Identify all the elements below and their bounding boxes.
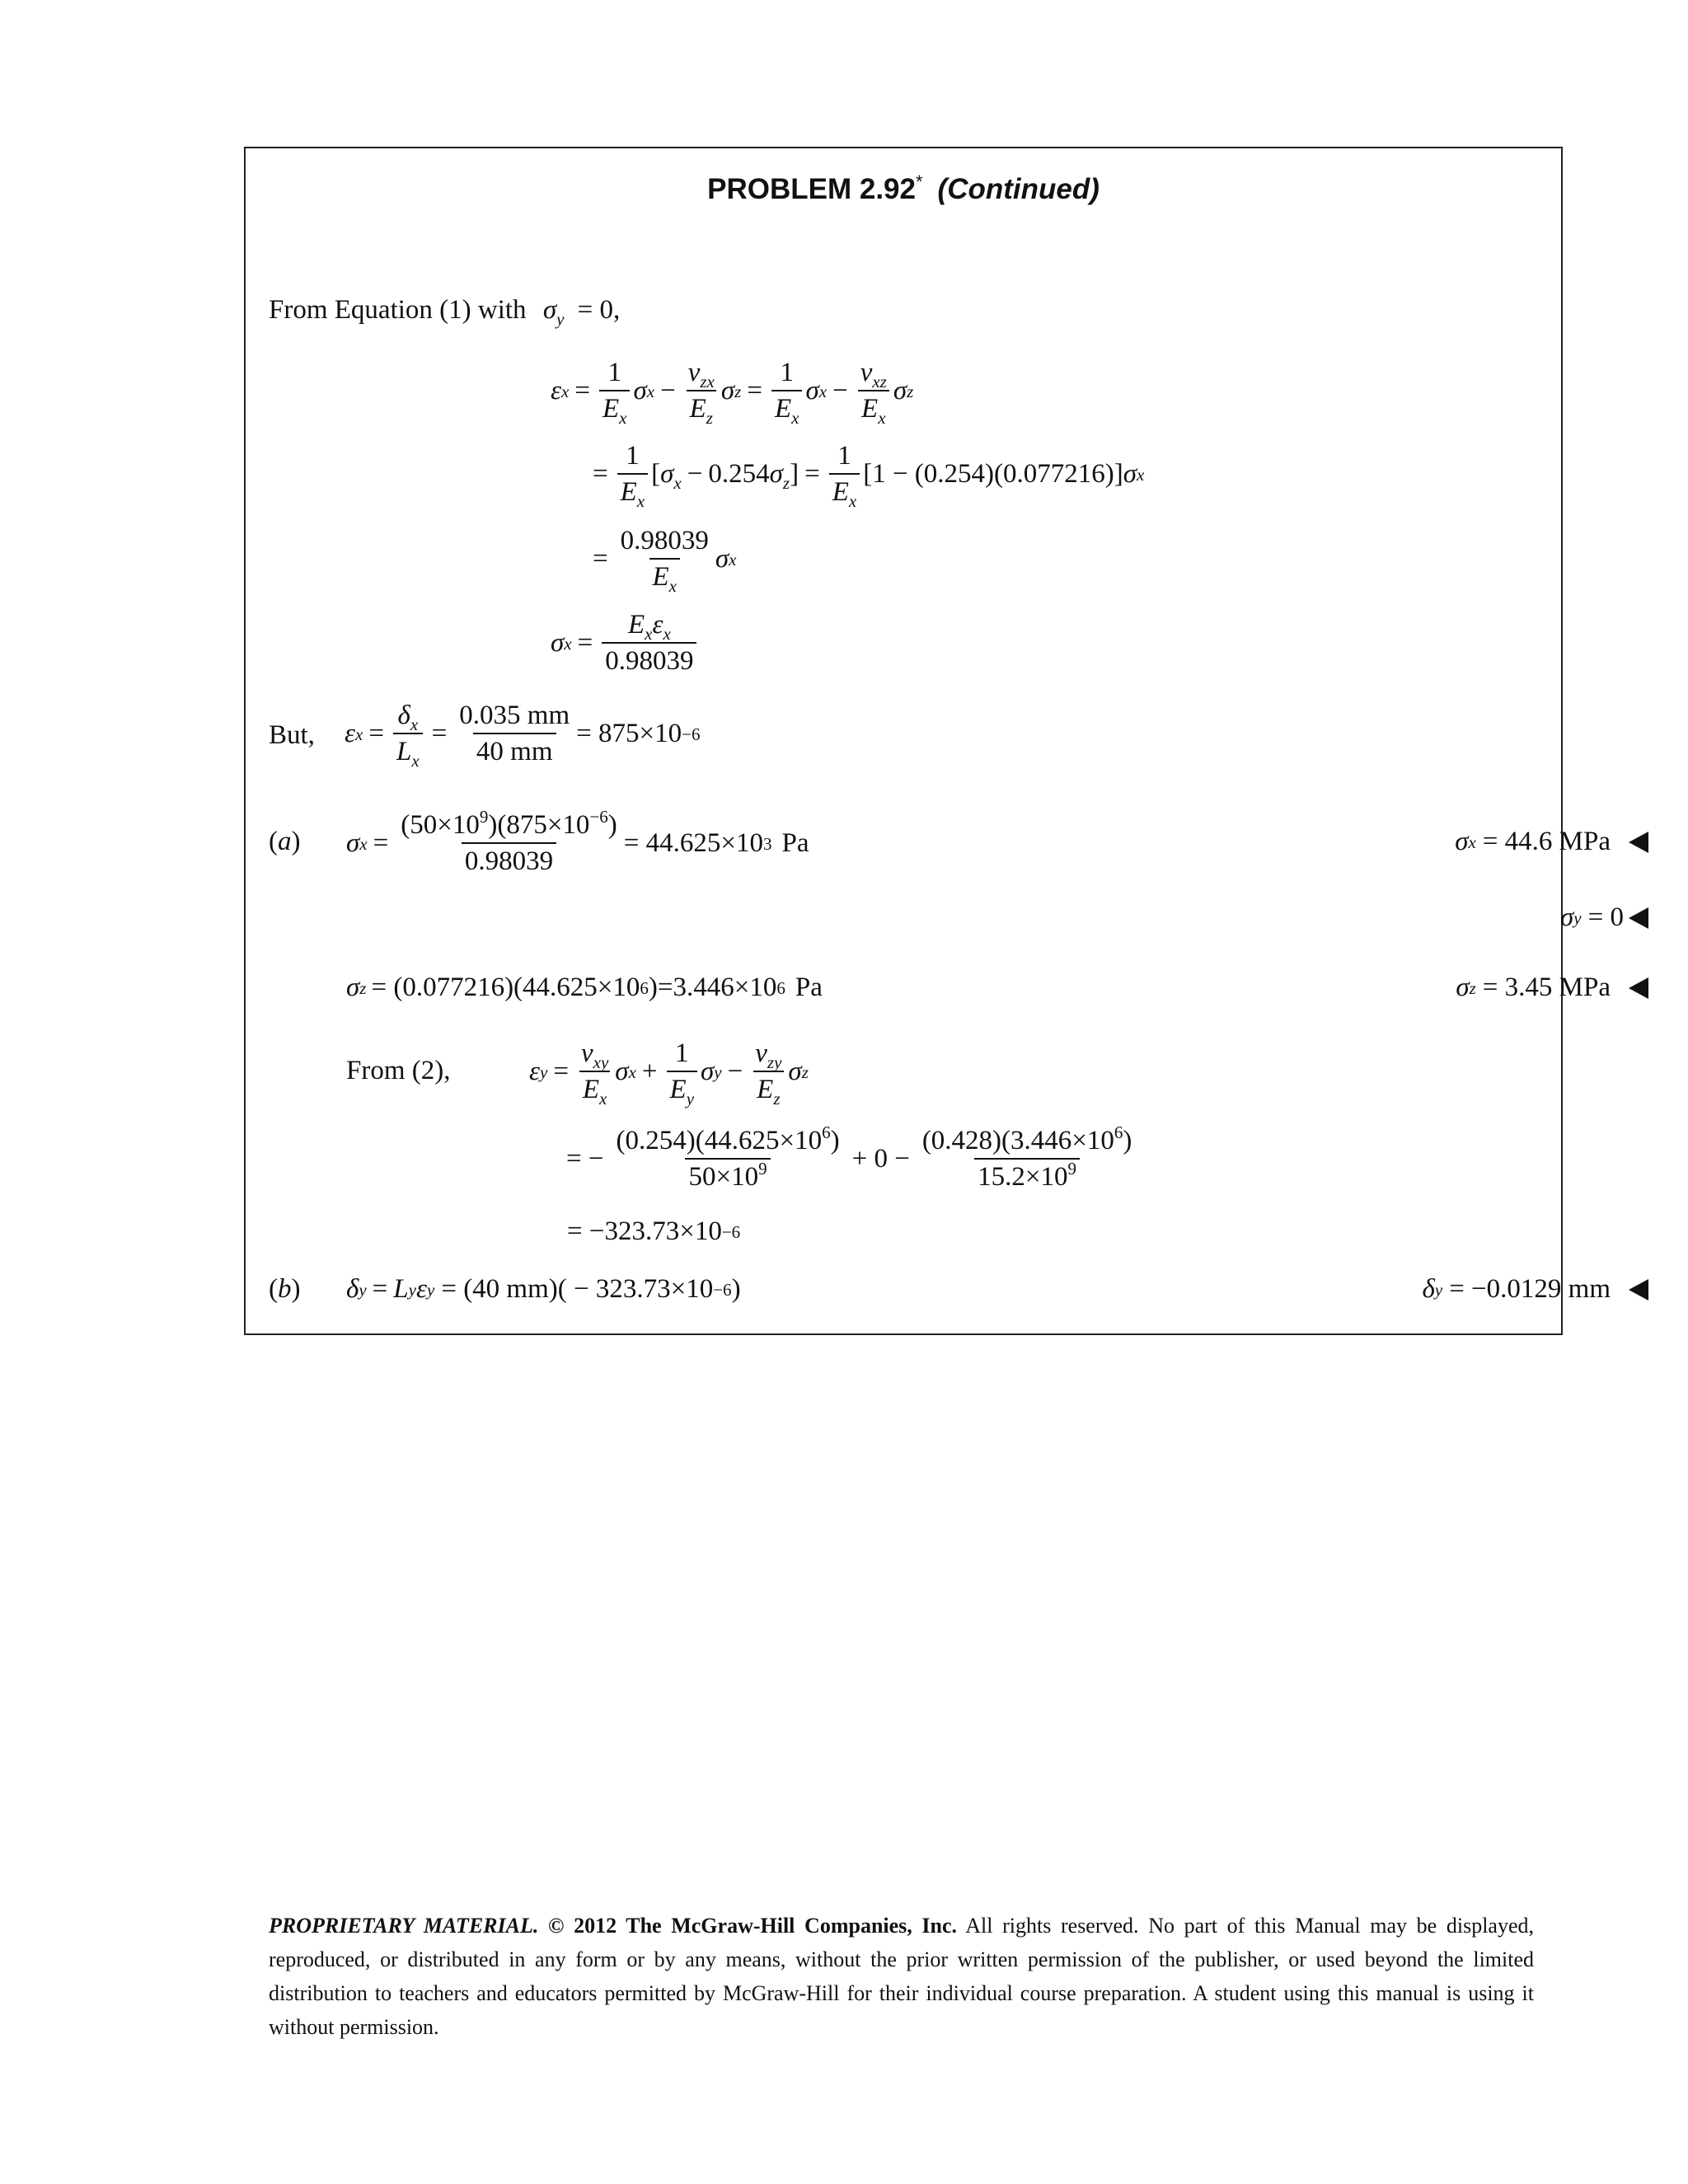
ey-den2-exp: 9 bbox=[1067, 1159, 1077, 1179]
answer-marker-icon bbox=[1629, 832, 1648, 853]
eq-epsilon-y: ε y = $\nu_{xy}$ $E_x$ σ x + $\frac{1}{E_y}$ σ y − $\nu_{zy}$ $E_z$ σ z bbox=[529, 1038, 809, 1108]
bracket-expression: [1 − (0.254)(0.077216)] bbox=[863, 459, 1123, 489]
rights-text: All rights reserved. No part of this Manual may be displayed, reproduced, or distributed in any form or by any means, without the prior written permission of the publisher, or used beyond the limited distribution to teachers and educators permitted by McGraw-Hill for their individual course preparation. A student using this manual is using it without permission. bbox=[269, 1914, 1534, 2039]
page-title bbox=[246, 173, 1561, 206]
coef-0254: 0.254 bbox=[708, 459, 770, 489]
answer-sigma-y: σ y = 0 bbox=[1560, 904, 1648, 931]
ey-den1: 50×10 bbox=[688, 1162, 759, 1192]
answer-sigma-z: σ z = 3.45 MPa bbox=[1456, 974, 1648, 1001]
ey-plus-zero: + 0 − bbox=[851, 1144, 910, 1174]
sz-mid: )=3.446×10 bbox=[648, 972, 777, 1002]
copyright-holder: © 2012 The McGraw-Hill Companies, Inc. bbox=[548, 1914, 958, 1938]
a-num-1: (50×10 bbox=[401, 810, 480, 840]
delta-value: 0.035 mm bbox=[459, 701, 570, 730]
ey-result: = −323.73×10 bbox=[567, 1216, 722, 1246]
ey-num1-exp: 6 bbox=[822, 1122, 831, 1142]
part-b-label: (b) bbox=[269, 1274, 301, 1304]
frac-numerator: 0.98039 bbox=[620, 526, 709, 555]
eq-sigma-z: σ z = (0.077216)(44.625×10 6 )=3.446×10 6 Pa bbox=[346, 972, 823, 1002]
a-denominator: 0.98039 bbox=[462, 842, 556, 875]
eq-epsilon-y-result: = −323.73×10 −6 bbox=[567, 1216, 741, 1246]
b-expr: = (40 mm)( − 323.73×10 bbox=[441, 1274, 714, 1304]
answer-marker-icon bbox=[1629, 907, 1648, 929]
from2-label: From (2), bbox=[346, 1056, 451, 1085]
copyright-footer bbox=[269, 1909, 1534, 2044]
a-unit: Pa bbox=[781, 828, 809, 858]
answer-sigma-y-value: = 0 bbox=[1587, 902, 1624, 932]
a-num-exp-2: −6 bbox=[589, 807, 608, 827]
eq-epsilon-x-1: ε x = $\frac{1}{E_x}$ σ x − $\nu_{zx}$ $E_z$ σ z = $\frac{1}{E_x}$ σ x − $\nu_{xz}$ $E_x$ σ z bbox=[551, 358, 914, 428]
ey-num1: (0.254)(44.625×10 bbox=[616, 1126, 823, 1155]
frac-denominator: 0.98039 bbox=[602, 642, 696, 675]
part-a-label: (a) bbox=[269, 827, 301, 856]
intro-text: From Equation (1) with bbox=[269, 295, 527, 325]
eq-part-b: δ y = L y ε y = (40 mm)( − 323.73×10 −6 ) bbox=[346, 1274, 741, 1304]
answer-sigma-x-value: = 44.6 MPa bbox=[1482, 827, 1611, 856]
continued-label: (Continued) bbox=[937, 173, 1100, 205]
intro-condition: = 0, bbox=[577, 295, 621, 325]
problem-number: PROBLEM 2.92 bbox=[707, 173, 916, 205]
answer-delta-y: δ y = −0.0129 mm bbox=[1423, 1276, 1648, 1303]
strain-result: = 875×10 bbox=[576, 719, 682, 748]
but-label: But, bbox=[269, 720, 315, 750]
ey-num2: (0.428)(3.446×10 bbox=[921, 1126, 1114, 1155]
sz-unit: Pa bbox=[795, 972, 823, 1002]
title-asterisk: * bbox=[915, 171, 923, 192]
answer-sigma-z-value: = 3.45 MPa bbox=[1482, 972, 1611, 1002]
a-num-exp-1: 9 bbox=[479, 807, 489, 827]
eq-part-a: σ x = $\frac{(50\times 10^9)(875\times 10^{-6})}{0.98039}$ = 44.625×10 3 Pa bbox=[346, 807, 809, 876]
sz-expr: = (0.077216)(44.625×10 bbox=[371, 972, 640, 1002]
eq-sigma-x-solved: σ x = $E_x\varepsilon_x$ 0.98039 bbox=[551, 612, 700, 675]
length-value: 40 mm bbox=[473, 733, 556, 766]
answer-sigma-x: σ x = 44.6 MPa bbox=[1455, 828, 1648, 855]
ey-den2: 15.2×10 bbox=[978, 1162, 1068, 1192]
answer-marker-icon bbox=[1629, 1279, 1648, 1301]
a-num-2: )(875×10 bbox=[488, 810, 590, 840]
intro-line: From Equation (1) with $\sigma_y = 0$, bbox=[269, 295, 621, 329]
proprietary-label: PROPRIETARY MATERIAL. bbox=[269, 1914, 539, 1938]
eq-epsilon-x-3: = $\frac{0.98039}{E_x}$ σ x bbox=[593, 526, 737, 596]
answer-marker-icon bbox=[1629, 977, 1648, 999]
eq-strain-x: ε x = $\frac{\delta_x}{L_x}$ = $\frac{0.035 mm}{40 mm}$ = 875×10 −6 bbox=[345, 701, 701, 771]
eq-epsilon-y-numeric: = − $\frac{(0.254)(44.625\times 10^6)}{50\times 10^9}$ + 0 − $\frac{(0.428)(3.446\times 10^6)}{15.2\times 10^9}$ bbox=[566, 1122, 1132, 1192]
ey-den1-exp: 9 bbox=[758, 1159, 767, 1179]
eq-epsilon-x-2: = $\frac{1}{E_x}$ $[\sigma_x - 0.254\sigma_z]$ = $\frac{1}{E_x}$ [1 − (0.254)(0.077216)] σ x bbox=[593, 441, 1145, 511]
answer-delta-y-value: = −0.0129 mm bbox=[1449, 1274, 1611, 1304]
a-result: = 44.625×10 bbox=[623, 828, 764, 858]
ey-num2-exp: 6 bbox=[1114, 1122, 1123, 1142]
